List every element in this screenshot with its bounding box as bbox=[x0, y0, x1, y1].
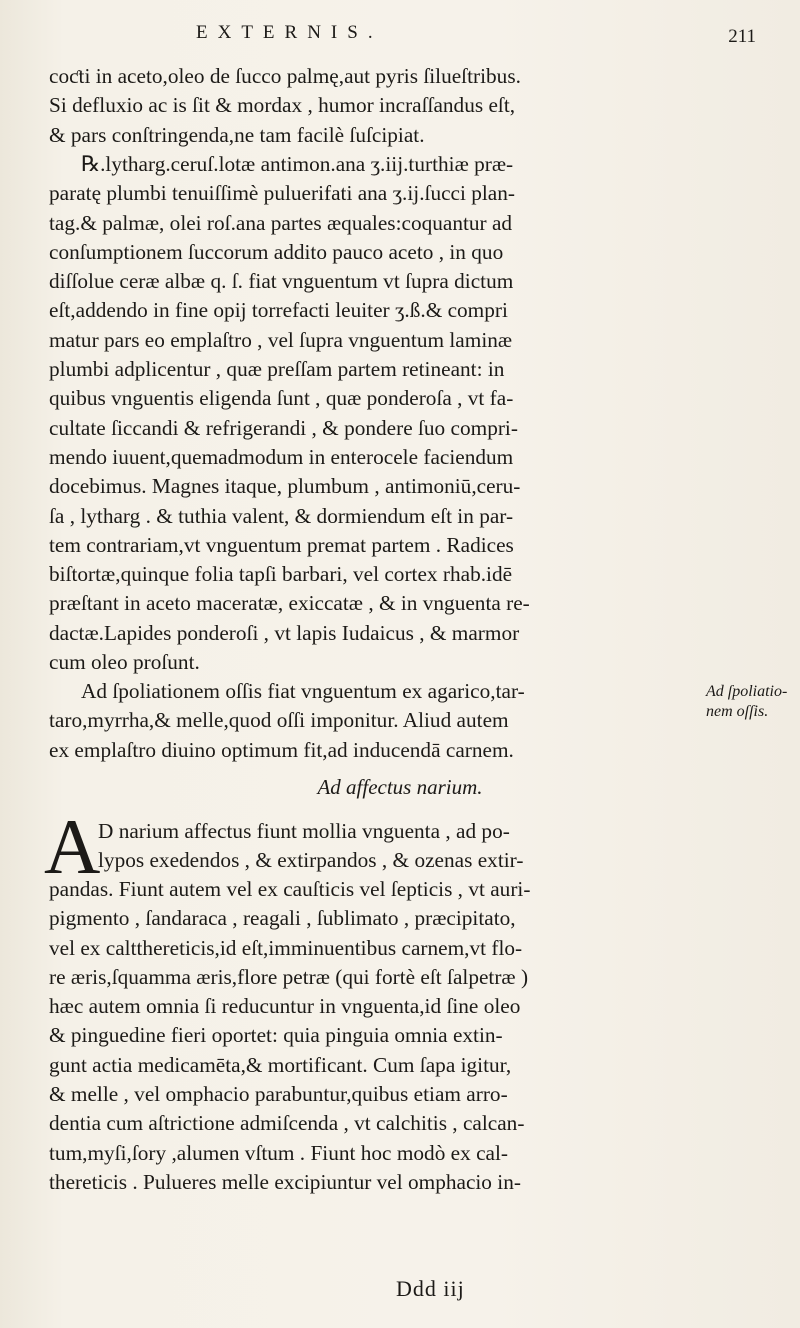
text-line: plumbi adplicentur , quæ preſſam partem retineant: in bbox=[49, 357, 505, 382]
text-line: diſſolue ceræ albæ q. ſ. fiat vnguentum vt ſupra dictum bbox=[49, 269, 514, 294]
text-line: coƈti in aceto,oleo de ſucco palmę,aut pyris ſilueſtribus. bbox=[49, 64, 521, 88]
text-line: mendo iuuent,quemadmodum in enterocele faciendum bbox=[49, 444, 514, 469]
text-line: vel ex caltthereticis,id eſt,imminuentibus carnem,vt flo- bbox=[49, 935, 523, 960]
text-line: ex emplaſtro diuino optimum fit,ad inducendā carnem. bbox=[49, 737, 514, 762]
text-line: tem contrariam,vt vnguentum premat partem . Radices bbox=[49, 532, 514, 557]
text-line: tum,myſi,ſory ,alumen vſtum . Fiunt hoc modò ex cal- bbox=[49, 1140, 509, 1165]
text-line: D narium affectus fiunt mollia vnguenta , ad po- bbox=[98, 819, 510, 843]
text-line: conſumptionem ſuccorum addito pauco aceto , in quo bbox=[49, 239, 504, 264]
section-heading: Ad affectus narium. bbox=[317, 775, 483, 799]
text-line: gunt actia medicamēta,& mortificant. Cum ſapa igitur, bbox=[49, 1052, 512, 1077]
running-head: EXTERNIS. bbox=[196, 22, 383, 43]
margin-note bbox=[706, 682, 787, 722]
page-number: 211 bbox=[728, 26, 756, 47]
paragraph-4-opening bbox=[98, 817, 698, 876]
margin-note-line: nem oſſis. bbox=[706, 703, 769, 720]
page-header bbox=[196, 22, 756, 52]
drop-cap: A bbox=[44, 803, 101, 890]
text-line: re æris,ſquamma æris,flore petræ (qui fortè eſt ſalpetræ ) bbox=[49, 964, 529, 989]
text-line: cum oleo proſunt. bbox=[49, 650, 200, 675]
text-line: dactæ.Lapides ponderoſi , vt lapis Iudaicus , & marmor bbox=[49, 620, 520, 645]
paragraph-1 bbox=[49, 62, 701, 150]
text-line: eſt,addendo in fine opij torrefacti leuiter ʒ.ß.& compri bbox=[49, 298, 508, 323]
text-line: matur pars eo emplaſtro , vel ſupra vnguentum laminæ bbox=[49, 327, 513, 352]
text-line: hæc autem omnia ſi reducuntur in vnguenta,id ſine oleo bbox=[49, 994, 521, 1019]
paragraph-4 bbox=[49, 875, 701, 1197]
text-line: docebimus. Magnes itaque, plumbum , antimoniū,ceru- bbox=[49, 474, 521, 499]
text-line: paratę plumbi tenuiſſimè puluerifati ana ʒ.ij.ſucci plan- bbox=[49, 181, 515, 206]
text-line: dentia cum aſtrictione admiſcenda , vt calchitis , calcan- bbox=[49, 1111, 525, 1136]
text-line: Si defluxio ac is ſit & mordax , humor incraſſandus eſt, bbox=[49, 93, 516, 118]
text-line: quibus vnguentis eligenda ſunt , quæ ponderoſa , vt fa- bbox=[49, 386, 514, 411]
text-line: cultate ſiccandi & refrigerandi , & pondere ſuo compri- bbox=[49, 415, 518, 440]
text-line: præſtant in aceto maceratæ, exiccatæ , & in vnguenta re- bbox=[49, 591, 530, 616]
signature-mark: Ddd iij bbox=[396, 1276, 465, 1301]
text-line: & melle , vel omphacio parabuntur,quibus etiam arro- bbox=[49, 1082, 508, 1107]
text-line: Ad ſpoliationem oſſis fiat vnguentum ex agarico,tar- bbox=[81, 679, 525, 703]
text-line: lypos exedendos , & extirpandos , & ozenas extir- bbox=[98, 848, 524, 873]
text-line: biſtortæ,quinque folia tapſi barbari, vel cortex rhab.idē bbox=[49, 562, 513, 587]
text-line: pandas. Fiunt autem vel ex cauſticis vel ſepticis , vt auri- bbox=[49, 877, 531, 901]
paragraph-3 bbox=[49, 677, 701, 765]
text-line: pigmento , ſandaraca , reagali , ſublimato , præcipitato, bbox=[49, 906, 516, 931]
text-line: ℞.lytharg.ceruſ.lotæ antimon.ana ʒ.iij.turthiæ præ- bbox=[81, 152, 514, 176]
text-line: & pars conſtringenda,ne tam facilè ſuſcipiat. bbox=[49, 122, 425, 147]
text-line: & pinguedine fieri oportet: quia pinguia omnia extin- bbox=[49, 1023, 503, 1048]
text-line: taro,myrrha,& melle,quod oſſi imponitur. Aliud autem bbox=[49, 708, 509, 733]
text-line: tag.& palmæ, olei roſ.ana partes æquales:coquantur ad bbox=[49, 210, 513, 235]
text-line: ſa , lytharg . & tuthia valent, & dormiendum eſt in par- bbox=[49, 503, 514, 528]
margin-note-line: Ad ſpoliatio- bbox=[706, 683, 788, 700]
paragraph-2-recipe bbox=[49, 150, 701, 677]
text-line: thereticis . Pulueres melle excipiuntur vel omphacio in- bbox=[49, 1169, 521, 1194]
